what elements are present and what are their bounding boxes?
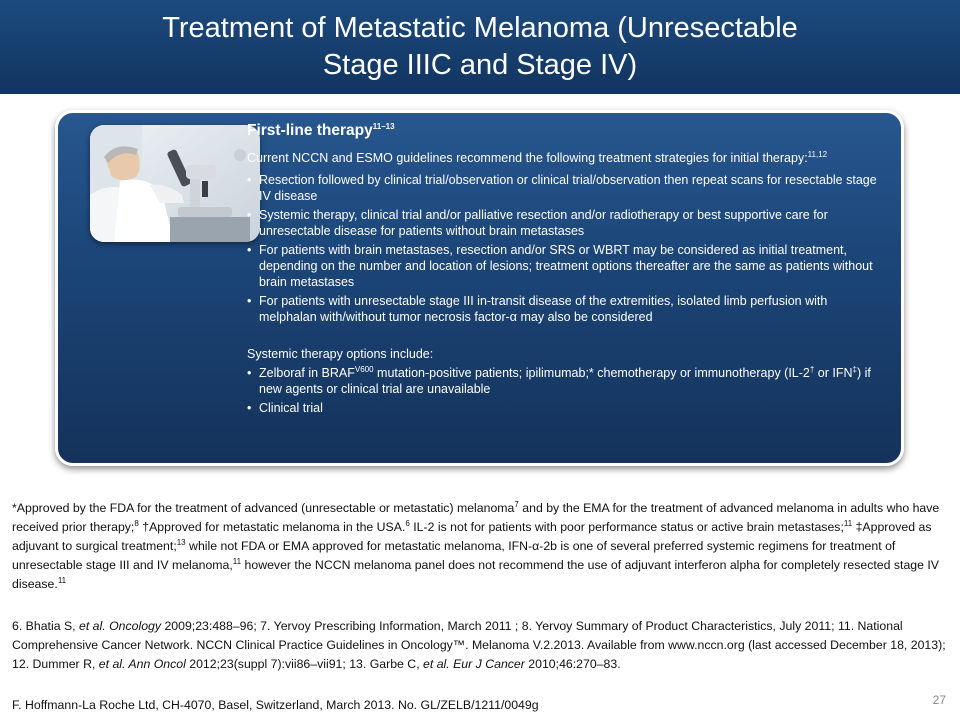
bullet-sup: † <box>809 364 815 374</box>
scientist-microscope-photo <box>90 125 260 242</box>
list-item: • For patients with brain metastases, resection and/or SRS or WBRT may be considered as initial treatment, depending on the number and location of lesions; treatment options thereafter are the same as patients without brain metastases <box>247 242 887 290</box>
slide-title <box>162 10 798 84</box>
slide-title-line2: Stage IIIC and Stage IV) <box>322 49 638 81</box>
references <box>12 617 947 674</box>
microscope-image-icon <box>90 125 260 242</box>
reference-text: 6. Bhatia S, <box>12 619 79 633</box>
bullet-text: mutation-positive patients; ipilimumab;* chemotherapy or immunotherapy (IL-2 <box>373 366 810 380</box>
systemic-options-list <box>247 365 887 416</box>
guidelines-intro-citation: 11,12 <box>807 149 828 159</box>
footnote-text: †Approved for metastatic melanoma in the USA. <box>138 520 406 534</box>
list-item <box>247 365 887 397</box>
reference-journal: et al. Eur J Cancer <box>423 657 525 671</box>
panel-heading-text: First-line therapy <box>247 122 373 139</box>
footnote-text: while not FDA or EMA approved for metastatic melanoma, IFN-α-2b is one of several preferred systemic regimens for treatment of unresectable stage III and IV melanoma, <box>12 539 896 572</box>
bullet-text: or IFN <box>814 366 853 380</box>
guidelines-intro <box>247 150 887 166</box>
reference-journal: et al. Oncology <box>79 619 162 633</box>
panel-content <box>247 121 887 419</box>
first-line-therapy-panel <box>55 110 904 466</box>
footnote-citation: 6 <box>405 518 410 528</box>
bullet-sup: V600 <box>354 364 374 374</box>
list-item: • Clinical trial <box>247 400 887 416</box>
list-item: • Resection followed by clinical trial/observation or clinical trial/observation then repeat scans for resectable stage IV disease <box>247 172 887 204</box>
bullet-text: ) if new agents or clinical trial are unavailable <box>259 366 871 396</box>
footnote-text: IL-2 is not for patients with poor performance status or active brain metastases; <box>409 520 844 534</box>
list-item: • Systemic therapy, clinical trial and/or palliative resection and/or radiotherapy or best supportive care for unresectable disease for patients without brain metastases <box>247 207 887 239</box>
systemic-options-heading: Systemic therapy options include: <box>247 347 434 361</box>
page-number: 27 <box>932 693 946 707</box>
reference-text: 2010;46:270–83. <box>524 657 621 671</box>
bullet-text: Zelboraf in BRAF <box>259 366 355 380</box>
footnote-citation: 8 <box>134 518 139 528</box>
list-item: • For patients with unresectable stage III in-transit disease of the extremities, isolated limb perfusion with melphalan with/without tumor necrosis factor-α may also be considered <box>247 293 887 325</box>
treatment-strategy-list <box>247 172 887 325</box>
footnote-text: ‡Approved as adjuvant to surgical treatment; <box>12 520 932 553</box>
footnote-citation: 11 <box>843 518 853 528</box>
guidelines-intro-text: Current NCCN and ESMO guidelines recommend the following treatment strategies for initial therapy: <box>247 151 808 165</box>
footnote-citation: 11 <box>232 556 242 566</box>
footnote-citation: 7 <box>514 499 519 509</box>
bullet-sup: ‡ <box>852 364 857 374</box>
panel-heading-citation: 11–13 <box>372 121 395 131</box>
reference-journal: et al. Ann Oncol <box>98 657 186 671</box>
company-info: F. Hoffmann-La Roche Ltd, CH-4070, Basel, Switzerland, March 2013. No. GL/ZELB/1211/0049g <box>12 698 539 712</box>
title-bar <box>0 0 960 94</box>
footnote-text: and by the EMA for the treatment of advanced melanoma in adults who have received prior therapy; <box>12 501 940 534</box>
footnote-text: *Approved by the FDA for the treatment of advanced (unresectable or metastatic) melanoma <box>12 501 515 515</box>
panel-heading <box>247 121 887 141</box>
footnote-text: however the NCCN melanoma panel does not recommend the use of adjuvant interferon alpha for completely resected stage IV disease. <box>12 558 939 591</box>
reference-text: 2009;23:488–96; 7. Yervoy Prescribing Information, March 2011 ; 8. Yervoy Summary of Product Characteristics, July 2011; 11. National Comprehensive Cancer Network. NCCN Clinical Practice Guidelines in Oncology™. Melanoma V.2.2013. Available from www.nccn.org (last accessed December 18, 2013); 12. Dummer R, <box>12 619 946 671</box>
footnote-citation: 13 <box>176 537 186 547</box>
reference-text: 2012;23(suppl 7):vii86–vii91; 13. Garbe C, <box>185 657 424 671</box>
slide-title-line1: Treatment of Metastatic Melanoma (Unresectable <box>162 12 798 44</box>
footnote-citation: 11 <box>57 575 67 585</box>
footnote <box>12 499 947 594</box>
